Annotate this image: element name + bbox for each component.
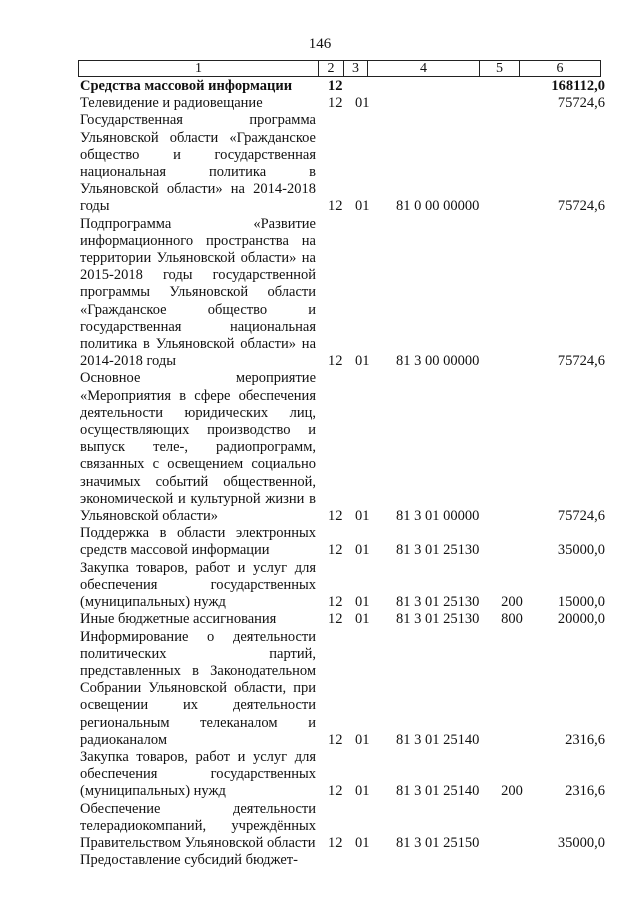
row-section: 12 xyxy=(328,508,343,525)
table-header xyxy=(78,60,601,77)
row-section: 12 xyxy=(328,198,343,215)
table-row xyxy=(80,749,605,801)
table-row xyxy=(80,560,605,612)
row-section: 12 xyxy=(328,834,343,851)
row-amount: 75724,6 xyxy=(557,198,605,215)
row-expense-type: 200 xyxy=(501,594,523,611)
row-section: 12 xyxy=(328,611,343,628)
row-expense-type: 800 xyxy=(501,611,523,628)
row-name: Средства массовой информации xyxy=(80,78,293,94)
header-col-1: 1 xyxy=(79,61,319,76)
row-name: Предоставление субсидий бюджет- xyxy=(80,852,298,869)
row-name: Информирование о деятельности политических партий, представленных в Законодательном Собрании Ульяновской области, при освещении их деятельности региональным телеканалом и радиоканалом xyxy=(80,628,316,748)
table-row xyxy=(80,95,605,112)
table-row xyxy=(80,611,605,628)
table-row xyxy=(80,370,605,525)
header-col-3: 3 xyxy=(344,61,368,76)
row-amount: 75724,6 xyxy=(557,95,605,112)
row-name: Закупка товаров, работ и услуг для обеспечения государственных (муниципальных) нужд xyxy=(80,748,316,800)
row-expense-type: 200 xyxy=(501,783,523,800)
header-col-5: 5 xyxy=(480,61,520,76)
table-row xyxy=(80,112,605,215)
row-subsection: 01 xyxy=(355,508,370,525)
row-amount: 20000,0 xyxy=(557,611,605,628)
row-subsection: 01 xyxy=(355,95,370,112)
row-target-code: 81 3 01 25140 xyxy=(396,783,480,800)
row-name: Телевидение и радиовещание xyxy=(80,95,263,112)
row-section: 12 xyxy=(328,542,343,559)
row-name: Поддержка в области электронных средств массовой информации xyxy=(80,525,316,559)
header-col-4: 4 xyxy=(368,61,480,76)
row-name: Подпрограмма «Развитие информационного пространства на территории Ульяновской области» на 2015-2018 годы государственной программы Ульяновской области «Гражданское общество и государственная национальная политика в Ульяновской области» на 2014-2018 годы xyxy=(80,215,316,370)
row-amount: 168112,0 xyxy=(551,78,605,94)
budget-table xyxy=(80,78,605,869)
row-amount: 75724,6 xyxy=(557,353,605,370)
row-target-code: 81 3 00 00000 xyxy=(396,353,480,370)
row-section: 12 xyxy=(328,783,343,800)
table-row xyxy=(80,801,605,853)
row-name: Иные бюджетные ассигнования xyxy=(80,611,277,628)
header-col-6: 6 xyxy=(556,61,564,76)
row-amount: 2316,6 xyxy=(565,731,605,748)
row-subsection: 01 xyxy=(355,834,370,851)
row-name: Основное мероприятие «Мероприятия в сфере обеспечения деятельности юридических лиц, осуществляющих производство и выпуск теле-, радиопрограмм, связанных с освещением социально значимых событий общественной, экономической и культурной жизни в Ульяновской области» xyxy=(80,370,316,525)
table-row xyxy=(80,216,605,371)
row-section: 12 xyxy=(328,95,343,112)
row-name: Закупка товаров, работ и услуг для обеспечения государственных (муниципальных) нужд xyxy=(80,559,316,611)
row-subsection: 01 xyxy=(355,611,370,628)
row-subsection: 01 xyxy=(355,542,370,559)
row-target-code: 81 3 01 25130 xyxy=(396,594,480,611)
row-section: 12 xyxy=(328,594,343,611)
table-row xyxy=(80,78,605,95)
table-row xyxy=(80,525,605,559)
row-target-code: 81 3 01 25130 xyxy=(396,542,480,559)
row-amount: 15000,0 xyxy=(557,594,605,611)
page-number: 146 xyxy=(308,36,332,52)
table-row xyxy=(80,852,605,869)
row-name: Обеспечение деятельности телерадиокомпаний, учреждённых Правительством Ульяновской области xyxy=(80,800,316,851)
row-section: 12 xyxy=(328,353,343,370)
row-target-code: 81 3 01 25150 xyxy=(396,834,480,851)
row-subsection: 01 xyxy=(355,353,370,370)
row-subsection: 01 xyxy=(355,594,370,611)
row-section: 12 xyxy=(328,731,343,748)
header-col-2: 2 xyxy=(319,61,344,76)
row-amount: 75724,6 xyxy=(557,508,605,525)
row-section: 12 xyxy=(328,78,343,94)
row-subsection: 01 xyxy=(355,198,370,215)
row-target-code: 81 3 01 25140 xyxy=(396,731,480,748)
row-target-code: 81 3 01 25130 xyxy=(396,611,480,628)
row-subsection: 01 xyxy=(355,783,370,800)
row-subsection: 01 xyxy=(355,731,370,748)
row-target-code: 81 0 00 00000 xyxy=(396,198,480,215)
row-amount: 35000,0 xyxy=(557,542,605,559)
row-amount: 2316,6 xyxy=(565,783,605,800)
row-target-code: 81 3 01 00000 xyxy=(396,508,480,525)
row-amount: 35000,0 xyxy=(557,834,605,851)
row-name: Государственная программа Ульяновской области «Гражданское общество и государственная национальная политика в Ульяновской области» на 2014-2018 годы xyxy=(80,112,316,215)
table-row xyxy=(80,629,605,749)
